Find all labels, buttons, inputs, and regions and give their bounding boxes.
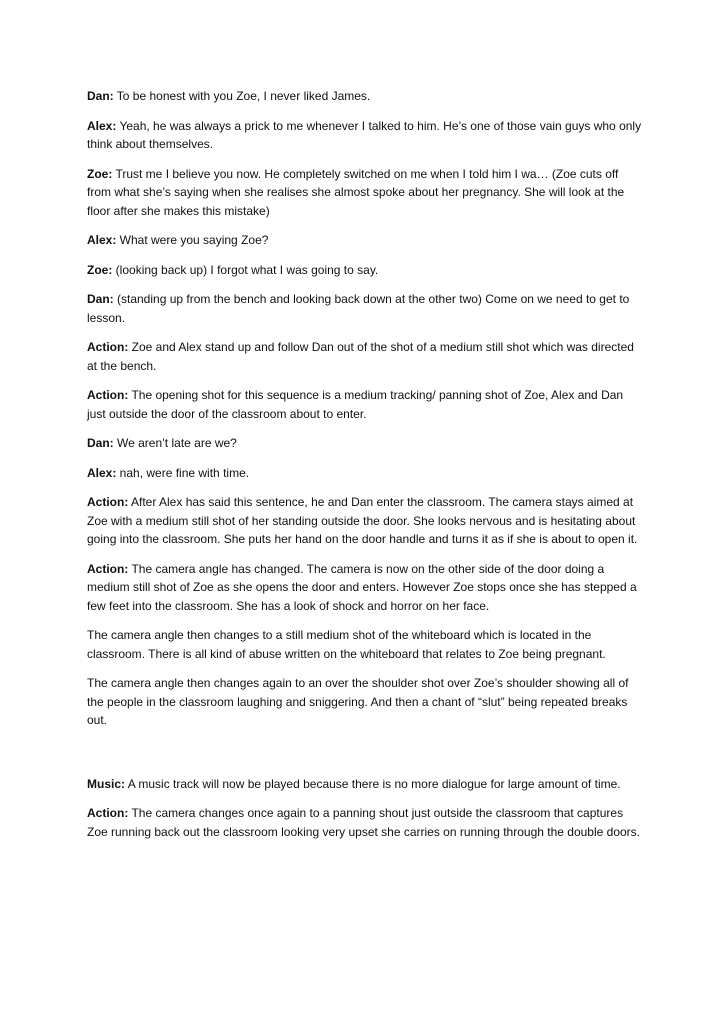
paragraph-text: Trust me I believe you now. He completely switched on me when I told him I wa… (Zoe cuts off from what she’s saying when she realises she almost spoke about her pregnancy. She will look at the floor after she makes this mistake) (87, 166, 625, 218)
paragraph (87, 165, 644, 221)
paragraph (87, 87, 644, 106)
speaker-label: Action: (87, 495, 129, 509)
paragraph-text: The camera angle then changes to a still medium shot of the whiteboard which is located in the classroom. There is all kind of abuse written on the whiteboard that relates to Zoe being pregnant. (87, 628, 606, 661)
paragraph (87, 674, 644, 730)
paragraph (87, 804, 644, 841)
speaker-label: Action: (87, 561, 129, 576)
speaker-label: Dan: (87, 292, 114, 306)
speaker-label: Zoe: (87, 262, 113, 277)
paragraph (87, 338, 644, 375)
speaker-label: Alex: (87, 233, 117, 247)
paragraph-text: A music track will now be played because there is no more dialogue for large amount of time. (125, 776, 621, 791)
paragraph (87, 493, 644, 549)
paragraph (87, 231, 644, 250)
paragraph (87, 560, 644, 616)
paragraph-text: nah, were fine with time. (116, 465, 250, 480)
paragraph-text: We aren’t late are we? (113, 436, 237, 450)
speaker-label: Action: (87, 806, 129, 820)
paragraph (87, 775, 644, 794)
paragraph-text: After Alex has said this sentence, he and Dan enter the classroom. The camera stays aimed at Zoe with a medium still shot of her standing outside the door. She looks nervous and is hesitating about going into the classroom. She puts her hand on the door handle and turns it as if she is about to open it. (87, 495, 638, 546)
paragraph-text: What were you saying Zoe? (116, 233, 269, 247)
paragraph-text: Yeah, he was always a prick to me whenever I talked to him. He’s one of those vain guys who only think about themselves. (87, 118, 642, 151)
paragraph (87, 117, 644, 154)
speaker-label: Music: (87, 776, 126, 791)
paragraph-text: (looking back up) I forgot what I was going to say. (112, 262, 379, 277)
speaker-label: Alex: (87, 465, 117, 480)
blank-space (87, 741, 644, 775)
paragraph (87, 434, 644, 453)
paragraph-text: (standing up from the bench and looking back down at the other two) Come on we need to get to lesson. (87, 292, 630, 325)
paragraph-text: The camera changes once again to a panning shout just outside the classroom that captures Zoe running back out the classroom looking very upset she carries on running through the double doors. (87, 806, 640, 839)
paragraph-text: The camera angle has changed. The camera is now on the other side of the door doing a medium still shot of Zoe as she opens the door and enters. However Zoe stops once she has stepped a few feet into the classroom. She has a look of shock and horror on her face. (87, 561, 637, 613)
speaker-label: Alex: (87, 118, 117, 133)
paragraph-text: Zoe and Alex stand up and follow Dan out of the shot of a medium still shot which was directed at the bench. (87, 340, 634, 373)
paragraph-text: The camera angle then changes again to an over the shoulder shot over Zoe’s shoulder showing all of the people in the classroom laughing and sniggering. And then a chant of “slut” being repeated breaks out. (87, 676, 629, 727)
speaker-label: Dan: (87, 436, 114, 450)
paragraph (87, 464, 644, 483)
paragraph-text: The opening shot for this sequence is a medium tracking/ panning shot of Zoe, Alex and Dan just outside the door of the classroom about to enter. (87, 388, 624, 421)
speaker-label: Dan: (87, 89, 114, 103)
paragraph-text: To be honest with you Zoe, I never liked James. (113, 89, 371, 103)
paragraph (87, 290, 644, 327)
speaker-label: Action: (87, 340, 129, 354)
paragraph (87, 261, 644, 280)
paragraph (87, 626, 644, 663)
speaker-label: Zoe: (87, 166, 113, 181)
speaker-label: Action: (87, 388, 129, 402)
paragraph (87, 386, 644, 423)
